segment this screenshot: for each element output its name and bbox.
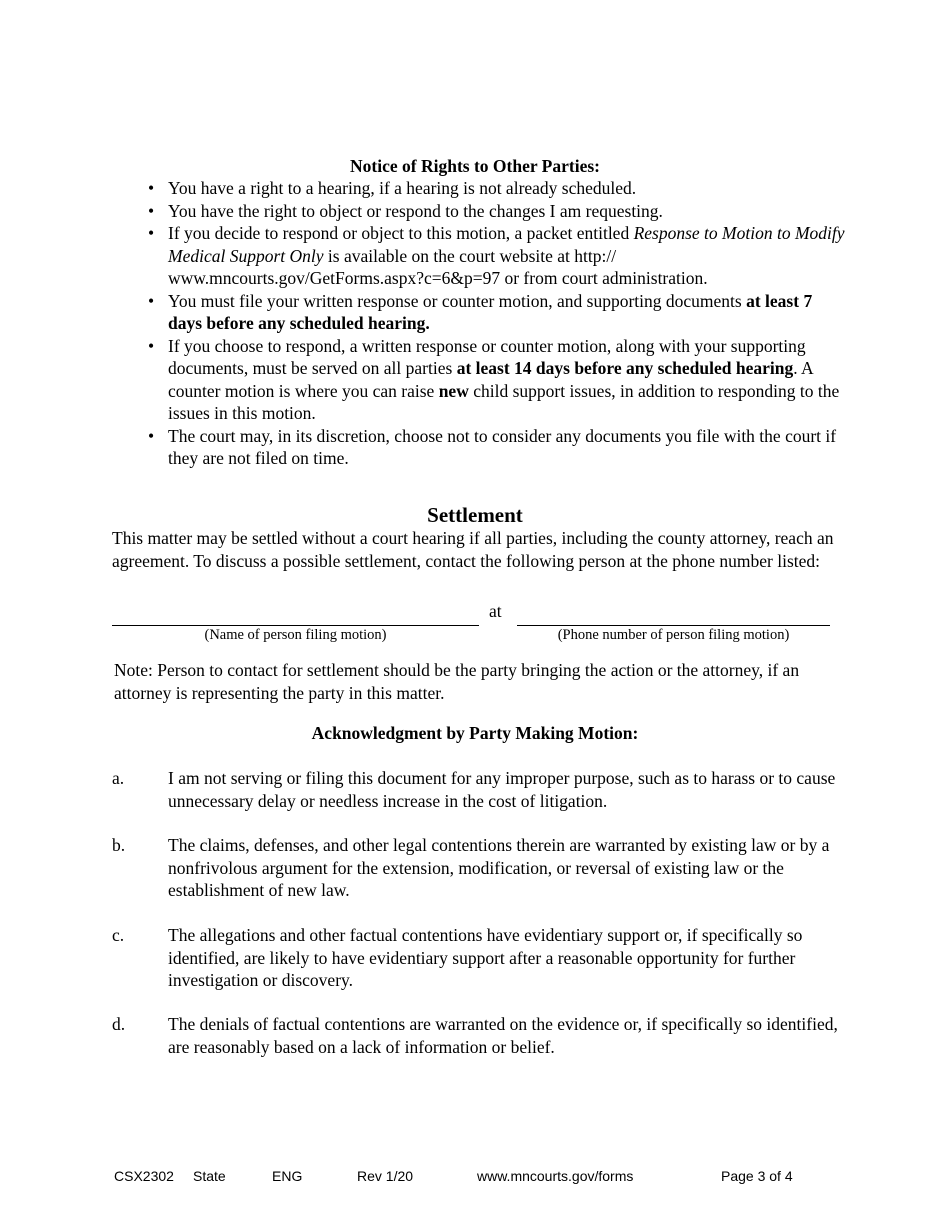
rights-item (148, 425, 848, 470)
rights-item (148, 177, 848, 200)
rights-item (148, 222, 848, 290)
rights-item-text: You have the right to object or respond to the changes I am requesting. (168, 200, 663, 221)
deadline-emphasis: at least 7 days before any scheduled hearing. (168, 290, 813, 333)
rights-item-text: The court may, in its discretion, choose not to consider any documents you file with the court if they are not filed on time. (168, 425, 837, 468)
bullet-icon: • (148, 290, 155, 311)
item-letter: c. (112, 925, 125, 945)
footer-revision: Rev 1/20 (357, 1168, 414, 1184)
rights-item (148, 200, 848, 223)
item-letter: d. (112, 1014, 126, 1034)
deadline-emphasis: at least 14 days before any scheduled hearing (456, 358, 794, 378)
item-text: The denials of factual contentions are warranted on the evidence or, if specifically so identified, are reasonably based on a lack of information or belief. (168, 1014, 838, 1057)
item-text: I am not serving or filing this document for any improper purpose, such as to harass or to cause unnecessary delay or needless increase in the cost of litigation. (168, 768, 836, 811)
footer-language: ENG (272, 1168, 303, 1184)
packet-title: Response to Motion to Modify Medical Support Only (168, 223, 845, 266)
bullet-icon: • (148, 425, 155, 446)
footer-website[interactable]: www.mncourts.gov/forms (477, 1168, 634, 1184)
new-emphasis: new (438, 380, 469, 401)
item-letter: a. (112, 768, 125, 788)
rights-list (148, 177, 848, 470)
rights-item-text: You have a right to a hearing, if a hearing is not already scheduled. (168, 178, 637, 198)
rights-item-text: child support issues, in addition to responding to the issues in this motion. (168, 380, 840, 423)
notice-heading: Notice of Rights to Other Parties: (350, 156, 600, 176)
bullet-icon: • (148, 178, 155, 198)
bullet-icon: • (148, 223, 155, 243)
footer-state: State (193, 1168, 226, 1184)
acknowledgment-heading: Acknowledgment by Party Making Motion: (311, 723, 639, 743)
rights-item-text: If you decide to respond or object to this motion, a packet entitled (168, 223, 634, 243)
item-text: The claims, defenses, and other legal contentions therein are warranted by existing law or by a nonfrivolous argument for the extension, modification, or reversal of existing law or the establishment of new law. (168, 835, 830, 900)
item-text: The allegations and other factual contentions have evidentiary support or, if specifically so identified, are likely to have evidentiary support after a reasonable opportunity for further investigation or discovery. (168, 925, 803, 990)
bullet-icon: • (148, 200, 155, 221)
settlement-heading: Settlement (427, 503, 523, 527)
at-label: at (489, 601, 502, 621)
settlement-paragraph: This matter may be settled without a court hearing if all parties, including the county attorney, reach an agreement. To discuss a possible settlement, contact the following person at the phone number listed: (112, 528, 834, 571)
name-caption: (Name of person filing motion) (204, 627, 387, 643)
settlement-note: Note: Person to contact for settlement should be the party bringing the action or the attorney, if an attorney is representing the party in this matter. (114, 660, 800, 703)
rights-item (148, 290, 848, 335)
footer-page-number: Page 3 of 4 (721, 1168, 793, 1184)
footer-form-id: CSX2302 (114, 1168, 174, 1184)
rights-item (148, 335, 848, 425)
rights-item-text: You must file your written response or counter motion, and supporting documents (168, 290, 747, 311)
rights-item-text: is available on the court website at http:// www.mncourts.gov/GetForms.aspx?c=6&p=97 or from court administration. (168, 245, 708, 288)
rights-item-text: . A counter motion is where you can raise (168, 358, 813, 401)
item-letter: b. (112, 835, 126, 855)
phone-caption: (Phone number of person filing motion) (557, 627, 790, 643)
bullet-icon: • (148, 335, 155, 356)
rights-item-text: If you choose to respond, a written response or counter motion, along with your supporting documents, must be served on all parties (168, 335, 806, 378)
